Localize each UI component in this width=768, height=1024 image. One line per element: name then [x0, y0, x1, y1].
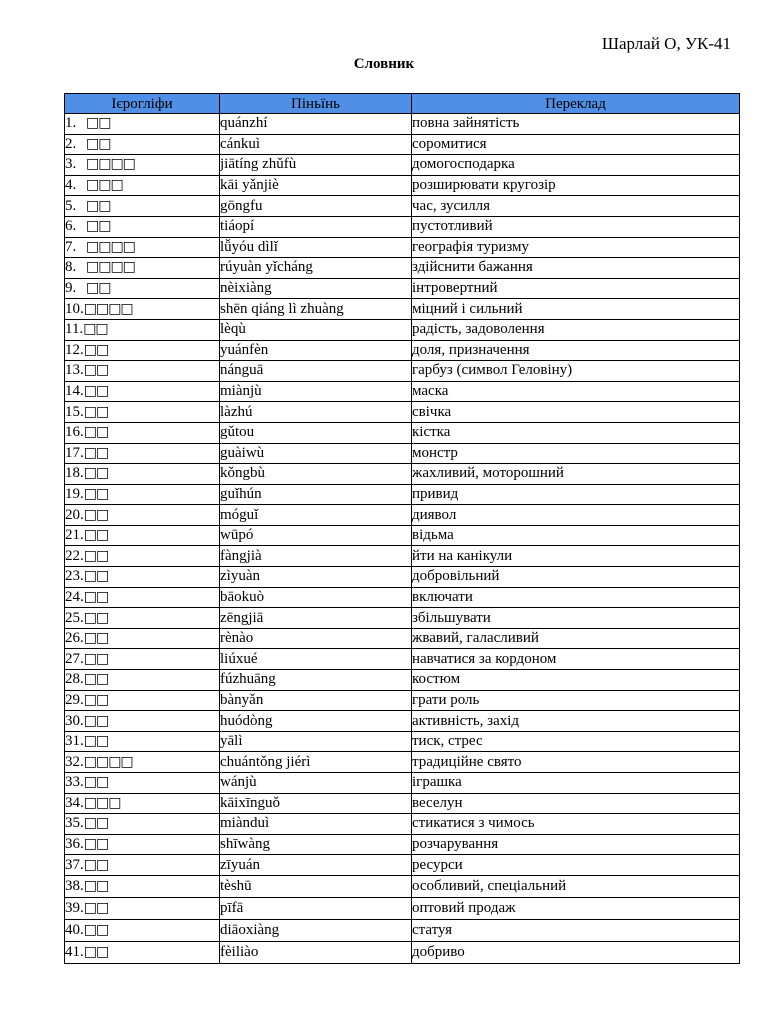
hieroglyphs: □□ — [83, 341, 109, 358]
translation-cell: домогосподарка — [412, 155, 740, 176]
row-number: 18. — [65, 465, 84, 482]
pinyin-cell: tèshū — [220, 875, 412, 897]
table-row — [65, 628, 740, 649]
translation-cell: інтровертний — [412, 278, 740, 299]
characters-cell — [65, 299, 220, 320]
characters-cell — [65, 855, 220, 876]
hieroglyphs: □□ — [83, 815, 109, 832]
translation-cell: іграшка — [412, 773, 740, 794]
characters-cell — [65, 546, 220, 567]
characters-cell — [65, 875, 220, 897]
hieroglyphs: □□ — [83, 921, 109, 938]
table-row — [65, 773, 740, 794]
row-number: 36. — [65, 836, 84, 853]
characters-cell — [65, 773, 220, 794]
pinyin-cell: rènào — [220, 628, 412, 649]
translation-cell: особливий, спеціальний — [412, 875, 740, 897]
translation-cell: час, зусилля — [412, 196, 740, 217]
hieroglyphs: □□ — [83, 444, 109, 461]
table-row — [65, 567, 740, 588]
hieroglyphs: □□ — [83, 650, 109, 667]
pinyin-cell: kāi yǎnjiè — [220, 175, 412, 196]
table-row — [65, 134, 740, 155]
pinyin-cell: làzhú — [220, 402, 412, 423]
table-row — [65, 587, 740, 608]
table-row — [65, 752, 740, 773]
row-number: 21. — [65, 527, 84, 544]
pinyin-cell: tiáopí — [220, 216, 412, 237]
pinyin-cell: pīfā — [220, 897, 412, 919]
translation-cell: монстр — [412, 443, 740, 464]
table-row — [65, 484, 740, 505]
characters-cell — [65, 134, 220, 155]
row-number: 23. — [65, 568, 84, 585]
pinyin-cell: gōngfu — [220, 196, 412, 217]
row-number: 32. — [65, 753, 84, 770]
hieroglyphs: □□ — [83, 424, 109, 441]
pinyin-cell: liúxué — [220, 649, 412, 670]
column-header-translation: Переклад — [412, 94, 740, 114]
pinyin-cell: zìyuàn — [220, 567, 412, 588]
characters-cell — [65, 628, 220, 649]
row-number: 22. — [65, 547, 84, 564]
table-row — [65, 608, 740, 629]
row-number: 8. — [65, 259, 77, 276]
translation-cell: навчатися за кордоном — [412, 649, 740, 670]
pinyin-cell: fúzhuāng — [220, 670, 412, 691]
table-row — [65, 361, 740, 382]
pinyin-cell: wánjù — [220, 773, 412, 794]
hieroglyphs: □□ — [86, 135, 111, 152]
characters-cell — [65, 175, 220, 196]
row-number: 2. — [65, 135, 77, 152]
table-row — [65, 196, 740, 217]
row-number: 4. — [65, 177, 77, 194]
hieroglyphs: □□□□ — [86, 259, 135, 276]
row-number: 7. — [65, 238, 77, 255]
characters-cell — [65, 649, 220, 670]
row-number: 30. — [65, 712, 84, 729]
row-number: 13. — [65, 362, 84, 379]
hieroglyphs: □□ — [83, 321, 108, 338]
pinyin-cell: cánkuì — [220, 134, 412, 155]
characters-cell — [65, 505, 220, 526]
characters-cell — [65, 340, 220, 361]
hieroglyphs: □□ — [83, 506, 109, 523]
table-row — [65, 670, 740, 691]
characters-cell — [65, 814, 220, 835]
pinyin-cell: nánguā — [220, 361, 412, 382]
characters-cell — [65, 834, 220, 855]
row-number: 5. — [65, 197, 77, 214]
pinyin-cell: yuánfèn — [220, 340, 412, 361]
hieroglyphs: □□□□ — [86, 238, 135, 255]
vocabulary-table — [64, 93, 740, 964]
translation-cell: диявол — [412, 505, 740, 526]
hieroglyphs: □□ — [83, 856, 109, 873]
row-number: 16. — [65, 424, 84, 441]
characters-cell — [65, 237, 220, 258]
pinyin-cell: zīyuán — [220, 855, 412, 876]
hieroglyphs: □□□ — [83, 794, 121, 811]
hieroglyphs: □□ — [83, 712, 109, 729]
translation-cell: кістка — [412, 422, 740, 443]
translation-cell: географія туризму — [412, 237, 740, 258]
table-row — [65, 422, 740, 443]
row-number: 6. — [65, 218, 77, 235]
translation-cell: міцний і сильний — [412, 299, 740, 320]
translation-cell: свічка — [412, 402, 740, 423]
translation-cell: жахливий, моторошний — [412, 464, 740, 485]
characters-cell — [65, 278, 220, 299]
characters-cell — [65, 711, 220, 732]
row-number: 10. — [65, 300, 84, 317]
author-label: Шарлай О, УК-41 — [601, 34, 731, 53]
characters-cell — [65, 443, 220, 464]
pinyin-cell: chuántǒng jiérì — [220, 752, 412, 773]
pinyin-cell: lèqù — [220, 319, 412, 340]
table-row — [65, 897, 740, 919]
row-number: 29. — [65, 691, 84, 708]
pinyin-cell: rúyuàn yǐcháng — [220, 258, 412, 279]
column-header-pinyin: Піньїнь — [220, 94, 412, 114]
translation-cell: пустотливий — [412, 216, 740, 237]
characters-cell — [65, 608, 220, 629]
table-row — [65, 919, 740, 941]
table-row — [65, 381, 740, 402]
hieroglyphs: □□ — [83, 630, 109, 647]
characters-cell — [65, 258, 220, 279]
pinyin-cell: bāokuò — [220, 587, 412, 608]
row-number: 31. — [65, 733, 84, 750]
table-row — [65, 155, 740, 176]
hieroglyphs: □□□□ — [86, 156, 135, 173]
row-number: 40. — [65, 921, 84, 938]
translation-cell: добриво — [412, 941, 740, 963]
pinyin-cell: shēn qiáng lì zhuàng — [220, 299, 412, 320]
translation-cell: костюм — [412, 670, 740, 691]
table-row — [65, 278, 740, 299]
table-row — [65, 814, 740, 835]
hieroglyphs: □□ — [83, 465, 109, 482]
hieroglyphs: □□ — [83, 899, 109, 916]
translation-cell: відьма — [412, 525, 740, 546]
table-body — [65, 114, 740, 964]
table-row — [65, 319, 740, 340]
translation-cell: маска — [412, 381, 740, 402]
pinyin-cell: kāixīnguǒ — [220, 793, 412, 814]
hieroglyphs: □□ — [83, 547, 109, 564]
row-number: 25. — [65, 609, 84, 626]
row-number: 24. — [65, 588, 84, 605]
translation-cell: веселун — [412, 793, 740, 814]
row-number: 3. — [65, 156, 77, 173]
hieroglyphs: □□ — [86, 280, 111, 297]
translation-cell: повна зайнятість — [412, 114, 740, 135]
translation-cell: статуя — [412, 919, 740, 941]
characters-cell — [65, 319, 220, 340]
table-row — [65, 340, 740, 361]
characters-cell — [65, 114, 220, 135]
table-row — [65, 175, 740, 196]
characters-cell — [65, 381, 220, 402]
translation-cell: добровільний — [412, 567, 740, 588]
translation-cell: тиск, стрес — [412, 731, 740, 752]
pinyin-cell: guàiwù — [220, 443, 412, 464]
translation-cell: жвавий, галасливий — [412, 628, 740, 649]
hieroglyphs: □□ — [83, 943, 109, 960]
hieroglyphs: □□ — [86, 197, 111, 214]
row-number: 15. — [65, 403, 84, 420]
characters-cell — [65, 587, 220, 608]
characters-cell — [65, 155, 220, 176]
table-row — [65, 711, 740, 732]
row-number: 20. — [65, 506, 84, 523]
translation-cell: доля, призначення — [412, 340, 740, 361]
translation-cell: здійснити бажання — [412, 258, 740, 279]
row-number: 26. — [65, 630, 84, 647]
pinyin-cell: wūpó — [220, 525, 412, 546]
translation-cell: йти на канікули — [412, 546, 740, 567]
translation-cell: гарбуз (символ Геловіну) — [412, 361, 740, 382]
table-row — [65, 505, 740, 526]
hieroglyphs: □□□□ — [83, 300, 133, 317]
pinyin-cell: lǚyóu dìlǐ — [220, 237, 412, 258]
pinyin-cell: bànyǎn — [220, 690, 412, 711]
pinyin-cell: kǒngbù — [220, 464, 412, 485]
characters-cell — [65, 525, 220, 546]
pinyin-cell: huódòng — [220, 711, 412, 732]
table-row — [65, 443, 740, 464]
table-row — [65, 299, 740, 320]
translation-cell: радість, задоволення — [412, 319, 740, 340]
characters-cell — [65, 216, 220, 237]
row-number: 12. — [65, 341, 84, 358]
translation-cell: розчарування — [412, 834, 740, 855]
hieroglyphs: □□ — [83, 836, 109, 853]
row-number: 34. — [65, 794, 84, 811]
column-header-characters: Ієрогліфи — [65, 94, 220, 114]
row-number: 27. — [65, 650, 84, 667]
hieroglyphs: □□ — [83, 671, 109, 688]
table-row — [65, 525, 740, 546]
characters-cell — [65, 941, 220, 963]
table-row — [65, 649, 740, 670]
row-number: 19. — [65, 485, 84, 502]
hieroglyphs: □□□ — [86, 177, 123, 194]
pinyin-cell: fèiliào — [220, 941, 412, 963]
hieroglyphs: □□ — [83, 774, 109, 791]
characters-cell — [65, 484, 220, 505]
row-number: 17. — [65, 444, 84, 461]
table-row — [65, 464, 740, 485]
translation-cell: соромитися — [412, 134, 740, 155]
table-row — [65, 834, 740, 855]
translation-cell: розширювати кругозір — [412, 175, 740, 196]
pinyin-cell: quánzhí — [220, 114, 412, 135]
table-row — [65, 114, 740, 135]
hieroglyphs: □□ — [83, 485, 109, 502]
characters-cell — [65, 793, 220, 814]
characters-cell — [65, 422, 220, 443]
hieroglyphs: □□ — [83, 403, 109, 420]
table-row — [65, 216, 740, 237]
table-row — [65, 690, 740, 711]
hieroglyphs: □□ — [83, 568, 109, 585]
hieroglyphs: □□ — [83, 383, 109, 400]
pinyin-cell: zēngjiā — [220, 608, 412, 629]
translation-cell: стикатися з чимось — [412, 814, 740, 835]
row-number: 38. — [65, 877, 84, 894]
row-number: 1. — [65, 115, 77, 132]
translation-cell: включати — [412, 587, 740, 608]
hieroglyphs: □□ — [83, 609, 109, 626]
row-number: 11. — [65, 321, 84, 338]
row-number: 28. — [65, 671, 84, 688]
table-row — [65, 402, 740, 423]
characters-cell — [65, 464, 220, 485]
pinyin-cell: miànjù — [220, 381, 412, 402]
row-number: 39. — [65, 899, 84, 916]
translation-cell: активність, захід — [412, 711, 740, 732]
characters-cell — [65, 402, 220, 423]
row-number: 41. — [65, 943, 84, 960]
table-row — [65, 855, 740, 876]
characters-cell — [65, 731, 220, 752]
pinyin-cell: móguǐ — [220, 505, 412, 526]
characters-cell — [65, 361, 220, 382]
hieroglyphs: □□ — [83, 362, 109, 379]
table-row — [65, 546, 740, 567]
pinyin-cell: jiātíng zhǔfù — [220, 155, 412, 176]
characters-cell — [65, 690, 220, 711]
table-row — [65, 875, 740, 897]
hieroglyphs: □□□□ — [83, 753, 133, 770]
pinyin-cell: shīwàng — [220, 834, 412, 855]
characters-cell — [65, 196, 220, 217]
row-number: 35. — [65, 815, 84, 832]
hieroglyphs: □□ — [83, 877, 109, 894]
characters-cell — [65, 567, 220, 588]
pinyin-cell: miànduì — [220, 814, 412, 835]
pinyin-cell: diāoxiàng — [220, 919, 412, 941]
hieroglyphs: □□ — [86, 218, 111, 235]
table-row — [65, 731, 740, 752]
pinyin-cell: gǔtou — [220, 422, 412, 443]
characters-cell — [65, 919, 220, 941]
table-header-row — [65, 94, 740, 114]
row-number: 33. — [65, 774, 84, 791]
translation-cell: ресурси — [412, 855, 740, 876]
hieroglyphs: □□ — [83, 691, 109, 708]
table-row — [65, 941, 740, 963]
page-title: Словник — [353, 56, 415, 72]
translation-cell: традиційне свято — [412, 752, 740, 773]
hieroglyphs: □□ — [86, 115, 111, 132]
hieroglyphs: □□ — [83, 527, 109, 544]
row-number: 9. — [65, 280, 77, 297]
translation-cell: грати роль — [412, 690, 740, 711]
translation-cell: привид — [412, 484, 740, 505]
table-row — [65, 793, 740, 814]
row-number: 37. — [65, 856, 84, 873]
hieroglyphs: □□ — [83, 588, 109, 605]
characters-cell — [65, 752, 220, 773]
table-row — [65, 258, 740, 279]
pinyin-cell: nèixiàng — [220, 278, 412, 299]
table-row — [65, 237, 740, 258]
characters-cell — [65, 670, 220, 691]
pinyin-cell: guǐhún — [220, 484, 412, 505]
row-number: 14. — [65, 383, 84, 400]
translation-cell: збільшувати — [412, 608, 740, 629]
pinyin-cell: fàngjià — [220, 546, 412, 567]
pinyin-cell: yālì — [220, 731, 412, 752]
hieroglyphs: □□ — [83, 733, 109, 750]
characters-cell — [65, 897, 220, 919]
translation-cell: оптовий продаж — [412, 897, 740, 919]
